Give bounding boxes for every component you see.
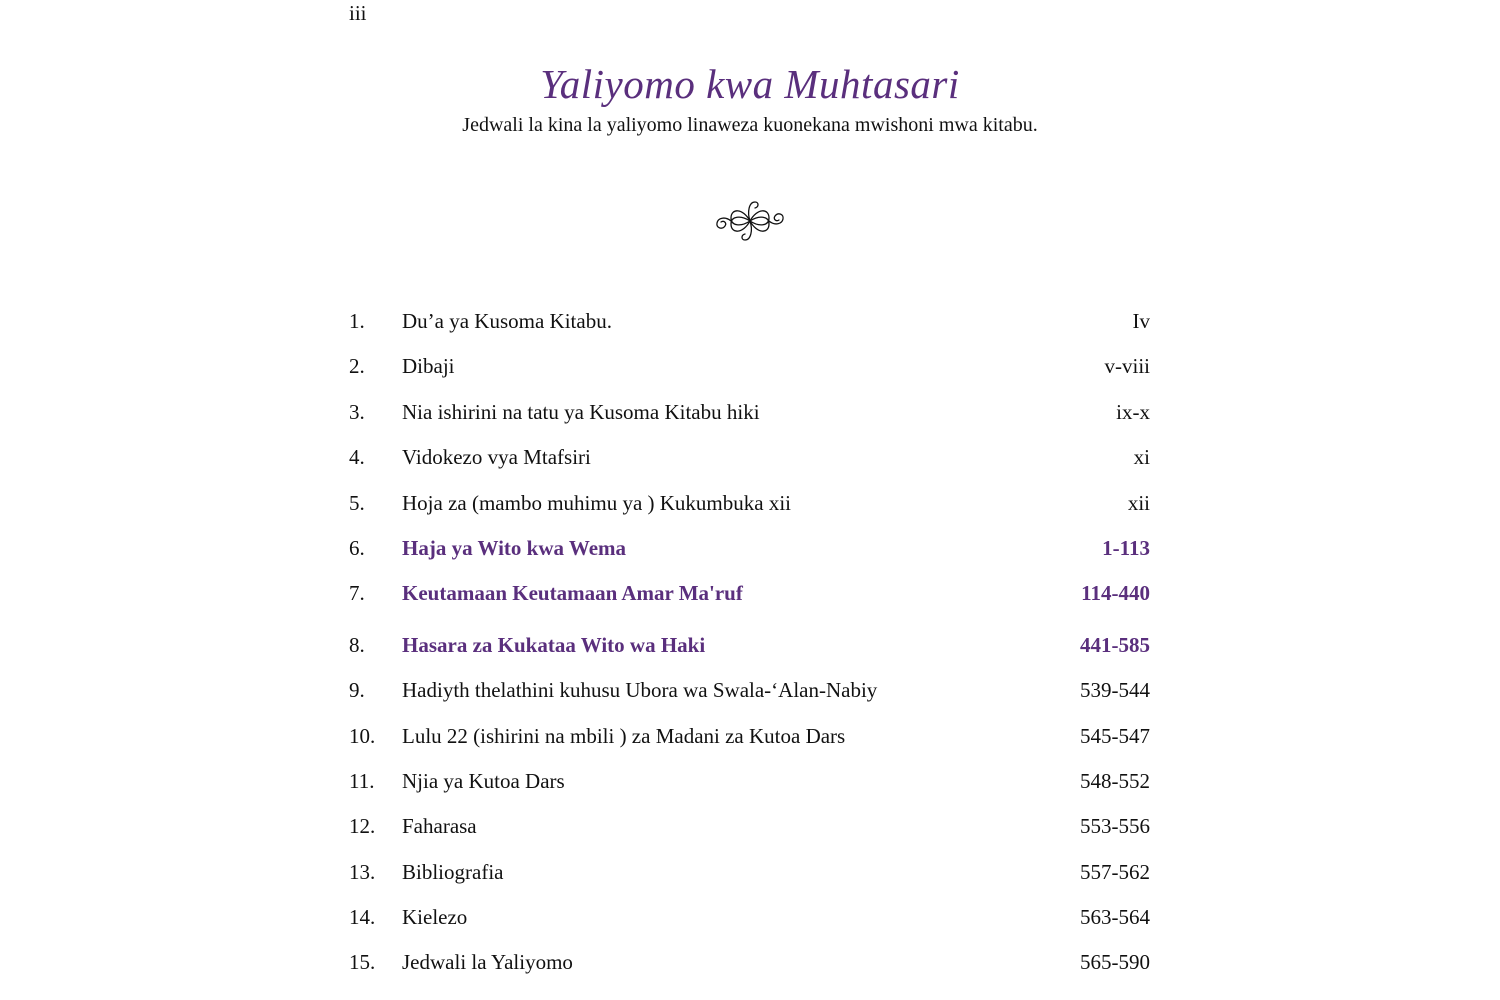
toc-row	[349, 481, 1150, 526]
toc-number: 11.	[349, 768, 375, 793]
toc-page-range: 1-113	[1102, 535, 1150, 560]
toc-row	[349, 390, 1150, 435]
toc-number: 12.	[349, 814, 376, 839]
toc-row	[349, 344, 1150, 389]
toc-number: 9.	[349, 678, 365, 703]
toc-row	[349, 940, 1150, 985]
toc-row-highlighted	[349, 571, 1150, 616]
toc-title: Hoja za (mambo muhimu ya ) Kukumbuka xii	[402, 490, 792, 515]
toc-row-highlighted	[349, 526, 1150, 571]
toc-title: Hasara za Kukataa Wito wa Haki	[402, 632, 706, 657]
toc-row	[349, 714, 1150, 759]
toc-number: 7.	[349, 581, 365, 606]
toc-row	[349, 299, 1150, 344]
toc-number: 8.	[349, 632, 365, 657]
toc-title: Bibliografia	[402, 859, 504, 884]
toc-title: Haja ya Wito kwa Wema	[402, 535, 627, 560]
toc-number: 1.	[349, 309, 365, 333]
toc-number: 6.	[349, 535, 365, 560]
toc-row	[349, 668, 1150, 713]
toc-number: 10.	[349, 723, 376, 748]
toc-number: 5.	[349, 490, 365, 515]
toc-title: Keutamaan Keutamaan Amar Ma'ruf	[402, 581, 743, 606]
toc-page-range: 565-590	[1080, 950, 1150, 975]
toc-number: 14.	[349, 905, 376, 930]
toc-page-range: v-viii	[1104, 354, 1150, 379]
page-number: iii	[349, 1, 367, 25]
toc-page-range: 114-440	[1081, 581, 1150, 606]
toc-page-range: 553-556	[1080, 814, 1150, 839]
toc-page-range: 545-547	[1080, 723, 1150, 748]
toc-title: Faharasa	[402, 814, 477, 839]
toc-number: 4.	[349, 445, 365, 470]
toc-page-range: ix-x	[1116, 399, 1150, 424]
toc-row	[349, 895, 1150, 940]
toc-row	[349, 759, 1150, 804]
toc-row	[349, 435, 1150, 480]
toc-number: 2.	[349, 354, 365, 379]
toc-number: 15.	[349, 950, 376, 975]
toc-row-highlighted	[349, 623, 1150, 668]
toc-number: 13.	[349, 859, 376, 884]
toc-page-range: 548-552	[1080, 768, 1150, 793]
toc-page-range: Iv	[1132, 309, 1150, 333]
toc-row	[349, 850, 1150, 895]
toc-title: Nia ishirini na tatu ya Kusoma Kitabu hiki	[402, 399, 760, 424]
table-of-contents	[349, 299, 1150, 986]
toc-title: Jedwali la Yaliyomo	[402, 950, 573, 975]
toc-title: Lulu 22 (ishirini na mbili ) za Madani za Kutoa Dars	[402, 723, 846, 748]
toc-title: Njia ya Kutoa Dars	[402, 768, 565, 793]
flourish-ornament-icon	[713, 194, 787, 248]
toc-title: Kielezo	[402, 905, 468, 930]
toc-row	[349, 804, 1150, 849]
toc-page-range: 563-564	[1080, 905, 1150, 930]
toc-page-range: xii	[1127, 490, 1150, 515]
toc-title: Hadiyth thelathini kuhusu Ubora wa Swala-‘Alan-Nabiy	[402, 678, 878, 703]
toc-title: Du’a ya Kusoma Kitabu.	[402, 309, 612, 333]
toc-page-range: 539-544	[1080, 678, 1150, 703]
toc-page-range: 441-585	[1080, 632, 1150, 657]
toc-title: Vidokezo vya Mtafsiri	[402, 445, 591, 470]
toc-number: 3.	[349, 399, 365, 424]
toc-page-range: 557-562	[1080, 859, 1150, 884]
toc-page-range: xi	[1133, 445, 1150, 470]
page-subtitle: Jedwali la kina la yaliyomo linaweza kuonekana mwishoni mwa kitabu.	[462, 114, 1038, 136]
toc-title: Dibaji	[402, 354, 455, 379]
page-title: Yaliyomo kwa Muhtasari	[540, 61, 960, 107]
